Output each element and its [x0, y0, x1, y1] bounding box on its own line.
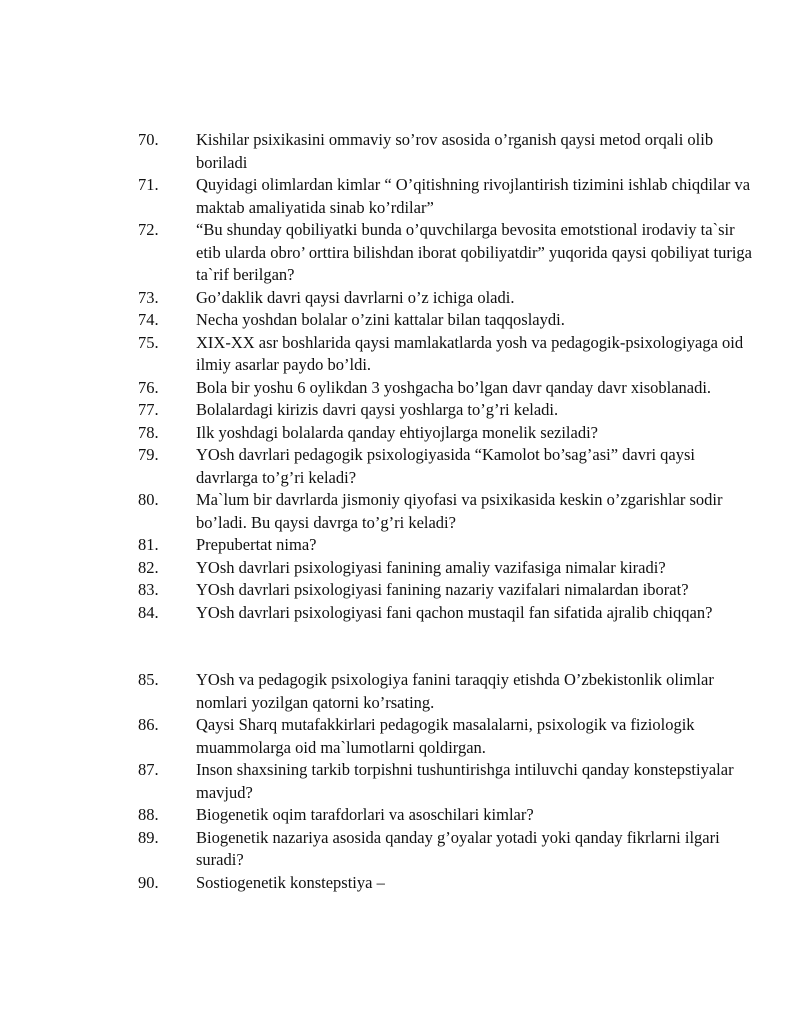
list-item: [0, 377, 800, 400]
question-list: [0, 129, 800, 894]
item-text: Sostiogenetik konstepstiya –: [196, 872, 385, 892]
list-item: [0, 399, 800, 422]
item-text: Quyidagi olimlardan kimlar “ O’qitishning rivojlantirish tizimini ishlab chiqdilar va maktab amaliyatida sinab ko’rdilar”: [196, 175, 751, 217]
item-text: Ma`lum bir davrlarda jismoniy qiyofasi va psixikasida keskin o’zgarishlar sodir bo’ladi. Bu qaysi davrga to’g’ri keladi?: [196, 490, 723, 532]
item-text: Bolalardagi kirizis davri qaysi yoshlarga to’g’ri keladi.: [196, 400, 559, 419]
list-item: [0, 174, 800, 219]
list-item: [0, 872, 800, 895]
item-number: 90.: [138, 872, 159, 892]
list-item: [0, 602, 800, 625]
item-text: Kishilar psixikasini ommaviy so’rov asosida o’rganish qaysi metod orqali olib boriladi: [196, 130, 714, 172]
item-number: 71.: [138, 175, 159, 194]
item-text: Prepubertat nima?: [196, 535, 317, 554]
item-number: 86.: [138, 715, 159, 734]
item-text: Biogenetik oqim tarafdorlari va asoschilari kimlar?: [196, 805, 534, 824]
list-item: [0, 557, 800, 580]
item-number: 75.: [138, 332, 159, 352]
list-item: [0, 309, 800, 332]
list-item: [0, 759, 800, 804]
section-gap: [0, 624, 800, 669]
item-text: Ilk yoshdagi bolalarda qanday ehtiyojlarga monelik seziladi?: [196, 422, 598, 442]
list-item: [0, 579, 800, 602]
item-text: Bola bir yoshu 6 oylikdan 3 yoshgacha bo’lgan davr qanday davr xisoblanadi.: [196, 377, 712, 397]
item-number: 74.: [138, 310, 159, 329]
item-number: 83.: [138, 580, 159, 599]
item-number: 73.: [138, 287, 159, 307]
list-item: [0, 287, 800, 310]
item-text: Biogenetik nazariya asosida qanday g’oyalar yotadi yoki qanday fikrlarni ilgari suradi?: [196, 827, 720, 869]
item-text: YOsh va pedagogik psixologiya fanini taraqqiy etishda O’zbekistonlik olimlar nomlari yozilgan qatorni ko’rsating.: [196, 670, 714, 712]
item-text: Go’daklik davri qaysi davrlarni o’z ichiga oladi.: [196, 287, 515, 307]
item-text: “Bu shunday qobiliyatki bunda o’quvchilarga bevosita emotstional irodaviy ta`sir etib ularda obro’ orttira bilishdan iborat qobiliyatdir” yuqorida qaysi qobiliyat turiga ta`rif berilgan?: [196, 220, 752, 284]
item-text: YOsh davrlari psixologiyasi fani qachon mustaqil fan sifatida ajralib chiqqan?: [196, 602, 713, 622]
list-item: [0, 714, 800, 759]
item-number: 84.: [138, 602, 159, 622]
list-item: [0, 804, 800, 827]
list-item: [0, 332, 800, 377]
item-number: 77.: [138, 400, 159, 419]
list-item: [0, 827, 800, 872]
list-item: [0, 534, 800, 557]
item-number: 85.: [138, 670, 159, 689]
item-number: 88.: [138, 805, 159, 824]
item-number: 70.: [138, 130, 159, 149]
list-item: [0, 669, 800, 714]
item-number: 78.: [138, 422, 159, 442]
list-item: [0, 219, 800, 287]
list-item: [0, 422, 800, 445]
item-text: YOsh davrlari psixologiyasi fanining amaliy vazifasiga nimalar kiradi?: [196, 557, 666, 577]
list-item: [0, 129, 800, 174]
item-text: Qaysi Sharq mutafakkirlari pedagogik masalalarni, psixologik va fiziologik muammolarga oid ma`lumotlarni qoldirgan.: [196, 715, 695, 757]
list-item: [0, 444, 800, 489]
item-number: 76.: [138, 377, 159, 397]
item-number: 89.: [138, 827, 159, 847]
item-number: 82.: [138, 557, 159, 577]
item-number: 80.: [138, 490, 159, 509]
item-number: 81.: [138, 535, 159, 554]
item-text: XIX-XX asr boshlarida qaysi mamlakatlarda yosh va pedagogik-psixologiyaga oid ilmiy asarlar paydo bo’ldi.: [196, 332, 744, 374]
item-text: Inson shaxsining tarkib torpishni tushuntirishga intiluvchi qanday konstepstiyalar mavjud?: [196, 760, 734, 802]
item-text: YOsh davrlari psixologiyasi fanining nazariy vazifalari nimalardan iborat?: [196, 580, 689, 599]
item-text: YOsh davrlari pedagogik psixologiyasida “Kamolot bo’sag’asi” davri qaysi davrlarga to’g’ri keladi?: [196, 445, 696, 487]
list-item: [0, 489, 800, 534]
item-number: 79.: [138, 445, 159, 464]
item-number: 72.: [138, 220, 159, 239]
item-number: 87.: [138, 760, 159, 779]
item-text: Necha yoshdan bolalar o’zini kattalar bilan taqqoslaydi.: [196, 310, 565, 329]
